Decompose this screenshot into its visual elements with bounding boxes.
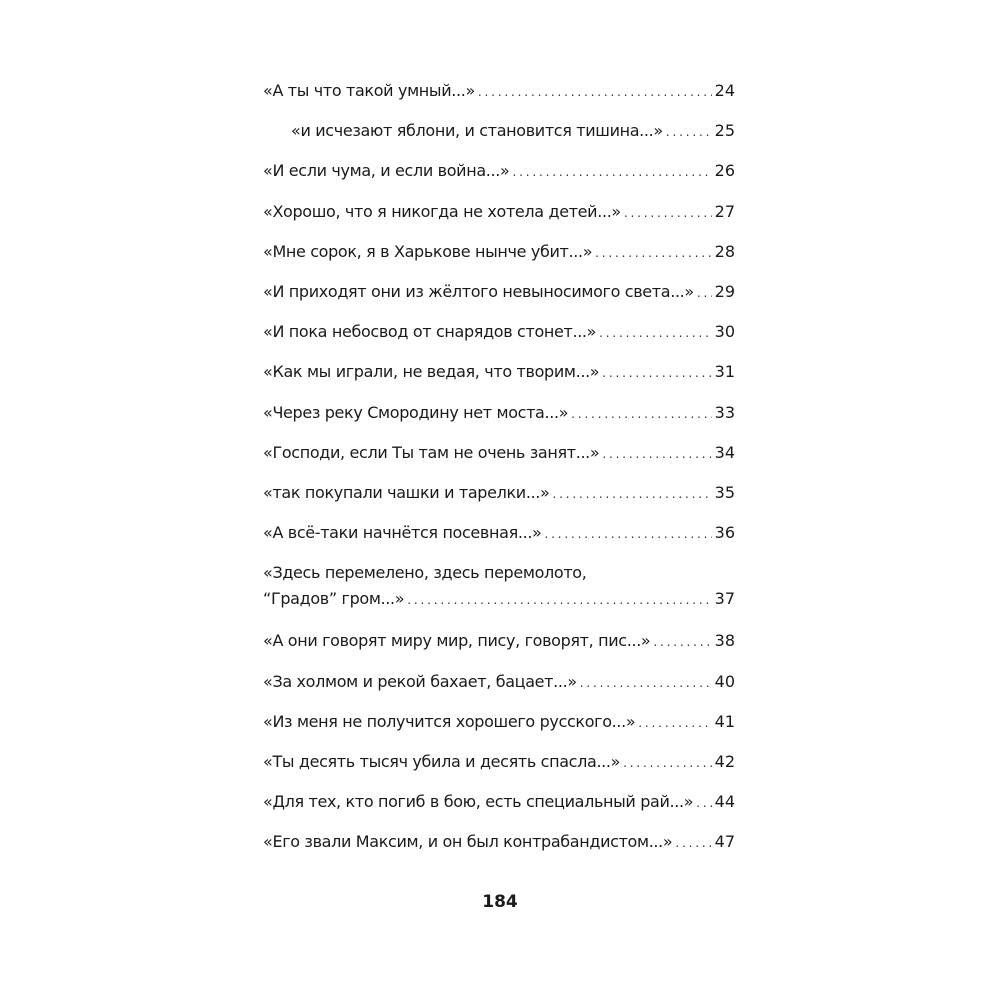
toc-leader-dots	[697, 280, 712, 307]
toc-entry-title: «А всё-таки начнётся посевная...»	[263, 523, 542, 543]
toc-entry-page: 42	[714, 752, 735, 771]
toc-entry	[263, 157, 735, 184]
toc-entry-page: 29	[714, 281, 735, 301]
toc-entry-title: «Мне сорок, я в Харькове нынче убит...»	[263, 241, 593, 261]
toc-leader-dots	[653, 629, 711, 656]
toc-entry-page: 44	[714, 792, 735, 812]
toc-entry	[263, 399, 735, 426]
toc-leader-dots	[599, 320, 712, 347]
toc-entry-title: «Господи, если Ты там не очень занят...»	[263, 442, 600, 462]
toc-entry-page: 24	[714, 81, 735, 100]
toc-entry	[263, 627, 735, 654]
toc-entry-page: 47	[714, 832, 735, 852]
toc-entry-title: «И приходят они из жёлтого невыносимого света...»	[263, 281, 694, 301]
toc-entry	[263, 439, 735, 466]
toc-entry	[263, 198, 735, 225]
toc-entry-title: «Как мы играли, не ведая, что творим...»	[263, 362, 600, 382]
toc-leader-dots	[595, 240, 712, 267]
toc-entry	[263, 117, 735, 144]
toc-leader-dots	[624, 200, 712, 227]
toc-entry-title: «Хорошо, что я никогда не хотела детей...»	[263, 201, 621, 221]
toc-entry-page: 28	[714, 241, 735, 261]
toc-entry-page: 31	[714, 362, 735, 382]
toc-entry	[263, 828, 735, 855]
toc-entry	[263, 77, 735, 104]
toc-entry-title: «так покупали чашки и тарелки...»	[263, 482, 550, 502]
toc-entry-page: 34	[714, 442, 735, 462]
toc-entry-title: «и исчезают яблони, и становится тишина...»	[291, 121, 663, 141]
toc-entry-page: 35	[714, 482, 735, 502]
toc-entry-title: «Ты десять тысяч убила и десять спасла...»	[263, 752, 621, 771]
toc-entry-page: 33	[714, 402, 735, 422]
toc-entry-title: «Его звали Максим, и он был контрабандистом...»	[263, 832, 673, 852]
toc-entry-title: «И если чума, и если война...»	[263, 161, 510, 181]
toc-entry-page: 37	[714, 589, 735, 609]
toc-entry	[263, 748, 735, 775]
table-of-contents	[263, 77, 735, 869]
toc-entry-title: «Из меня не получится хорошего русского...»	[263, 711, 636, 731]
toc-leader-dots	[602, 360, 711, 387]
toc-entry-title-line2: “Градов” гром...»	[263, 589, 405, 609]
toc-leader-dots	[623, 750, 712, 777]
toc-entry-page: 26	[714, 161, 735, 181]
toc-leader-dots	[638, 710, 711, 737]
toc-entry	[263, 238, 735, 265]
toc-leader-dots	[571, 401, 711, 428]
toc-entry	[263, 278, 735, 305]
toc-entry-page: 30	[714, 322, 735, 342]
toc-leader-dots	[545, 521, 712, 548]
toc-entry	[263, 318, 735, 345]
toc-entry-page: 38	[714, 631, 735, 651]
toc-entry	[263, 708, 735, 735]
toc-leader-dots	[407, 587, 711, 614]
toc-entry-title-line1: «Здесь перемелено, здесь перемолото,	[263, 563, 587, 583]
toc-entry-title: «Для тех, кто погиб в бою, есть специальный рай...»	[263, 792, 694, 812]
toc-entry-title: «Через реку Смородину нет моста...»	[263, 402, 569, 422]
toc-entry-page: 41	[714, 711, 735, 731]
toc-leader-dots	[666, 119, 712, 146]
toc-leader-dots	[512, 159, 711, 186]
toc-leader-dots	[580, 670, 712, 697]
toc-entry-page: 36	[714, 523, 735, 543]
page-number: 184	[482, 892, 518, 912]
toc-entry-title-block	[263, 559, 735, 614]
toc-entry	[263, 519, 735, 546]
toc-leader-dots	[602, 441, 711, 468]
toc-entry-page: 27	[714, 201, 735, 221]
toc-leader-dots	[552, 481, 711, 508]
toc-entry-page: 40	[714, 671, 735, 691]
toc-entry-title-line2-row	[263, 585, 735, 614]
toc-entry-title: «А ты что такой умный...»	[263, 81, 475, 100]
toc-leader-dots	[675, 830, 711, 857]
toc-entry	[263, 788, 735, 815]
toc-entry	[263, 479, 735, 506]
toc-entry	[263, 358, 735, 385]
toc-entry-title: «За холмом и рекой бахает, бацает...»	[263, 671, 577, 691]
toc-entry	[263, 668, 735, 695]
toc-entry-page: 25	[714, 121, 735, 141]
toc-leader-dots	[478, 79, 712, 106]
toc-entry-multiline	[263, 559, 735, 614]
toc-entry-title: «И пока небосвод от снарядов стонет...»	[263, 322, 597, 342]
toc-leader-dots	[696, 790, 711, 817]
toc-entry-title: «А они говорят миру мир, пису, говорят, пис...»	[263, 631, 651, 651]
